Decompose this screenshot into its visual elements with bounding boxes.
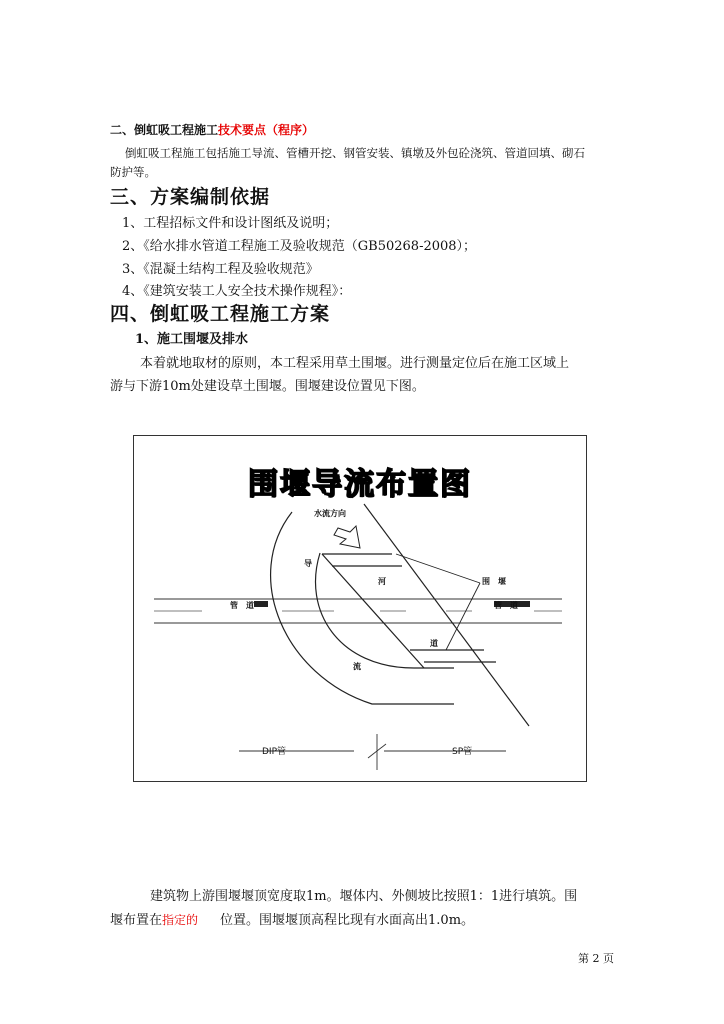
river-bank-lower <box>322 554 424 668</box>
cofferdam-diversion-figure <box>133 435 587 782</box>
page-number: 第 2 页 <box>578 952 614 965</box>
closing-line1: 建筑物上游围堰堰顶宽度取1m。堰体内、外侧坡比按照1：1进行填筑。围 <box>150 889 578 904</box>
section4-heading: 四、倒虹吸工程施工方案 <box>110 303 331 325</box>
pipe-label-left: 管 道 <box>230 601 254 610</box>
closing-line2-red: 指定的 <box>162 913 199 927</box>
section3-item-1: 1、工程招标文件和设计图纸及说明； <box>122 216 339 231</box>
flow-direction-label: 水流方向 <box>314 509 346 518</box>
figure-title: 围堰导流布置图 <box>248 467 472 502</box>
cofferdam-leader-upper <box>396 554 480 583</box>
diversion-label-dao2: 道 <box>430 639 438 648</box>
pipe-head-left-icon <box>254 601 268 607</box>
pipe-label-right: 管 道 <box>494 601 518 610</box>
closing-line2-prefix: 堰布置在 <box>110 913 163 928</box>
diversion-outer-bank <box>271 512 454 704</box>
section3-item-2: 2、《给水排水管道工程施工及验收规范（GB50268-2008）； <box>122 239 477 254</box>
flow-arrow-icon <box>334 526 360 548</box>
diversion-label-he: 河 <box>378 577 386 586</box>
section3-item-4: 4、《建筑安装工人安全技术操作规程》： <box>122 284 352 299</box>
cofferdam-label: 围 堰 <box>482 577 506 586</box>
closing-line2-suffix: 位置。围堰堰顶高程比现有水面高出1.0m。 <box>220 913 475 928</box>
sp-pipe-label: SP管 <box>452 747 473 757</box>
section2-para-line1: 倒虹吸工程施工包括施工导流、管槽开挖、钢管安装、镇墩及外包砼浇筑、管道回填、砌石 <box>125 146 585 160</box>
cofferdam-leader-lower <box>446 583 480 650</box>
diversion-label-dao: 导 <box>304 559 312 568</box>
diversion-label-liu: 流 <box>353 662 361 671</box>
section2-para-line2: 防护等。 <box>110 165 156 179</box>
section4-para1-line2: 游与下游10m处建设草土围堰。围堰建设位置见下图。 <box>110 379 425 394</box>
section2-heading <box>110 121 314 138</box>
dip-pipe-label: DIP管 <box>262 747 287 757</box>
river-bank-upper <box>364 504 529 726</box>
section3-heading: 三、方案编制依据 <box>110 186 271 208</box>
section4-para1-line1: 本着就地取材的原则，本工程采用草土围堰。进行测量定位后在施工区域上 <box>140 356 570 371</box>
section2-heading-red: 技术要点（程序） <box>218 123 315 137</box>
section2-heading-prefix: 二、倒虹吸工程施工 <box>110 123 219 137</box>
section3-item-3: 3、《混凝土结构工程及验收规范》 <box>122 262 319 277</box>
closing-line2 <box>110 909 474 928</box>
section4-sub1: 1、施工围堰及排水 <box>135 332 249 347</box>
